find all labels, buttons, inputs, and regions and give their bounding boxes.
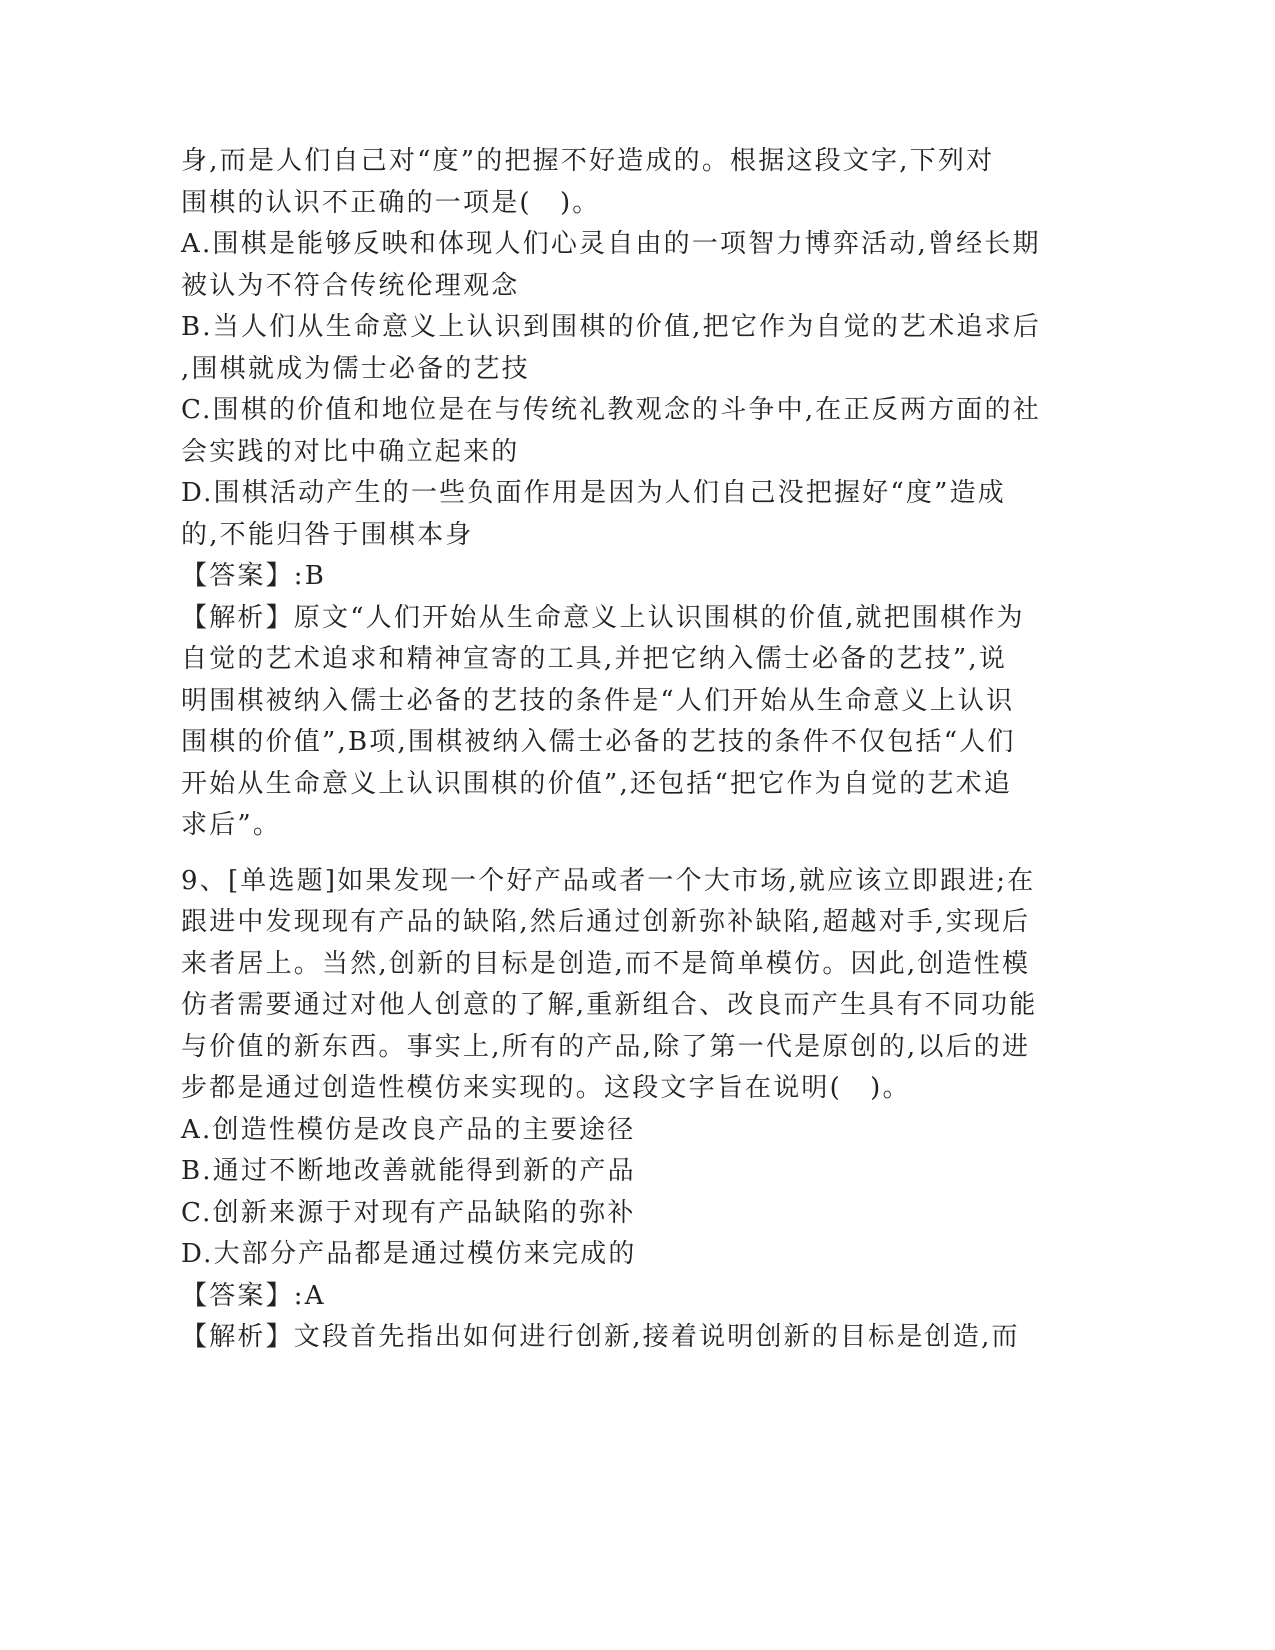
text-line: 身,而是人们自己对“度”的把握不好造成的。根据这段文字,下列对 (181, 146, 995, 176)
explanation-line: 开始从生命意义上认识围棋的价值”,还包括“把它作为自觉的艺术追 (181, 768, 1013, 799)
explanation-line: 求后”。 (181, 810, 282, 840)
question-stem-line: 与价值的新东西。事实上,所有的产品,除了第一代是原创的,以后的进 (181, 1031, 1031, 1062)
question-8-block (181, 141, 1051, 847)
question-stem-line: 9、[单选题]如果发现一个好产品或者一个大市场,就应该立即跟进;在 (181, 865, 1036, 896)
option-c-line: 会实践的对比中确立起来的 (181, 436, 520, 467)
option-b-line: B.通过不断地改善就能得到新的产品 (181, 1156, 636, 1186)
option-c-line: C.创新来源于对现有产品缺陷的弥补 (181, 1197, 636, 1228)
answer-line: 【答案】:B (181, 561, 327, 591)
option-d-line: D.围棋活动产生的一些负面作用是因为人们自己没把握好“度”造成 (181, 478, 1006, 508)
document-body (181, 141, 1051, 1359)
question-stem-line: 步都是通过创造性模仿来实现的。这段文字旨在说明( )。 (181, 1073, 911, 1103)
option-b-line: B.当人们从生命意义上认识到围棋的价值,把它作为自觉的艺术追求后 (181, 312, 1042, 342)
explanation-line: 明围棋被纳入儒士必备的艺技的条件是“人们开始从生命意义上认识 (181, 685, 1015, 716)
explanation-line: 【解析】文段首先指出如何进行创新,接着说明创新的目标是创造,而 (181, 1322, 1020, 1352)
option-a-line: A.围棋是能够反映和体现人们心灵自由的一项智力博弈活动,曾经长期 (181, 229, 1041, 259)
option-d-line: D.大部分产品都是通过模仿来完成的 (181, 1239, 637, 1269)
paragraph-gap (181, 847, 1051, 861)
option-d-line: 的,不能归咎于围棋本身 (181, 519, 474, 550)
question-stem-line: 仿者需要通过对他人创意的了解,重新组合、改良而产生具有不同功能 (181, 990, 1038, 1020)
option-a-line: 被认为不符合传统伦理观念 (181, 270, 520, 301)
question-9-block (181, 861, 1051, 1359)
explanation-line: 【解析】原文“人们开始从生命意义上认识围棋的价值,就把围棋作为 (181, 602, 1025, 633)
explanation-line: 自觉的艺术追求和精神宣寄的工具,并把它纳入儒士必备的艺技”,说 (181, 644, 1008, 674)
question-stem-line: 跟进中发现现有产品的缺陷,然后通过创新弥补缺陷,超越对手,实现后 (181, 907, 1031, 937)
question-stem-line: 来者居上。当然,创新的目标是创造,而不是简单模仿。因此,创造性模 (181, 948, 1031, 979)
option-b-line: ,围棋就成为儒士必备的艺技 (181, 353, 530, 384)
option-c-line: C.围棋的价值和地位是在与传统礼教观念的斗争中,在正反两方面的社 (181, 395, 1041, 425)
option-a-line: A.创造性模仿是改良产品的主要途径 (181, 1114, 636, 1145)
explanation-line: 围棋的价值”,B项,围棋被纳入儒士必备的艺技的条件不仅包括“人们 (181, 727, 1016, 757)
question-stem-line: 围棋的认识不正确的一项是( )。 (181, 187, 601, 218)
answer-line: 【答案】:A (181, 1280, 326, 1311)
